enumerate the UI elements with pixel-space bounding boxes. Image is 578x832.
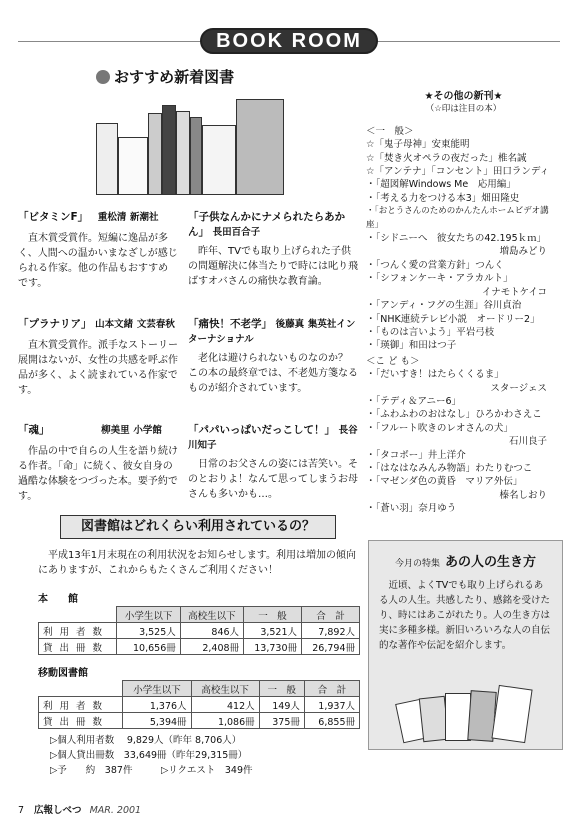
list-item: ・「マゼンダ色の黄昏 マリア外伝」 [366,476,523,488]
usage-extras [50,733,253,778]
column-header [39,681,123,697]
table-cell: 10,656冊 [117,639,180,655]
magazine-name: 広報しべつ [34,805,82,816]
general-list [366,138,561,353]
book-title: 「パパいっぱいだっこして！」 [188,424,335,436]
review-body: 作品の中で自らの人生を語り続ける作者。「命」に続く、彼女自身の過酷な体験をつづった本。要予約です。 [18,446,178,502]
book-author: 後藤真 [275,319,305,330]
page-number: 7 [18,805,25,816]
sidebar-heading: ★その他の新刊★ [424,91,503,102]
list-item: ・「タコボー」井上洋介 [366,449,466,461]
list-item: ☆「焚き火オペラの夜だった」椎名誠 [366,152,527,164]
row-label: 貸 出 冊 数 [39,713,123,729]
column-header: 合 計 [302,607,360,623]
review-item [18,423,178,504]
list-item: 増島みどり [499,246,547,258]
column-header: 高校生以下 [191,681,259,697]
book-title: 「子供なんかにナメられたらあかん」 [188,211,346,238]
book-spine [148,113,162,195]
book-publisher: 集英社インターナショナル [188,319,356,345]
book-author: 柳美里 [101,425,130,436]
table-cell: 1,376人 [123,697,191,713]
table-row [39,697,360,713]
book-author: 重松清 [97,212,127,223]
column-header: 一 般 [259,681,304,697]
feature-body: 近頃、よくTVでも取り上げられるある人の人生。共感したり、感銘を受けたり、時にはあこがれたり。人の生き方は実に多種多様。新旧いろいろな人の自伝的な著作や伝記を紹介します。 [379,580,551,651]
feature-heading [369,551,562,570]
book-spine [190,117,202,195]
book-title: 「魂」 [18,424,50,436]
feature-title: あの人の生き方 [445,555,537,570]
column-header: 高校生以下 [180,607,243,623]
list-item: ・「つんく愛の営業方針」つんく [366,259,504,271]
book-author: 長田百合子 [212,227,261,238]
column-header: 合 計 [304,681,359,697]
table-cell: 375冊 [259,713,304,729]
book-spine [176,111,190,195]
list-item: ・「シフォンケーキ・アラカルト」 [366,273,513,285]
review-body: 昨年、TVでも取り上げられた子供の問題解決に体当たりで時には叱り飛ばすオバさんの痛快な教育論。 [188,246,358,287]
list-item: 石川良子 [508,436,547,448]
list-item: イナモトケイコ [481,286,547,298]
extra-stat: ▷予 約 387件 ▷リクエスト 349件 [50,765,253,776]
table-cell: 5,394冊 [123,713,191,729]
extra-stat: ▷個人利用者数 9,829人（昨年 8,706人） [50,735,242,746]
list-item: スタージェス [490,382,547,394]
list-item: 榛名しおり [499,489,547,501]
usage-heading: 図書館はどれくらい利用されているの？ [60,515,336,539]
pin-icon [96,70,110,84]
table-cell: 1,086冊 [191,713,259,729]
table-cell: 149人 [259,697,304,713]
book-publisher: 新潮社 [130,212,159,223]
column-header [39,607,117,623]
list-item: ☆「アンテナ」「コンセント」田口ランディ [366,166,550,178]
review-item [188,423,358,502]
feature-books-photo [399,685,539,741]
page-title: BOOK ROOM [200,28,378,54]
book-title: 「ビタミンF」 [18,211,89,223]
table-row [39,713,360,729]
list-item: ☆「鬼子母神」安東能明 [366,139,470,151]
book-title: 「痛快！不老学」 [188,318,272,330]
list-item: ・「はなはなみんみ物語」わたりむつこ [366,462,533,474]
row-label: 利 用 者 数 [39,623,117,639]
mobile-library-table [38,680,360,729]
book-author: 長谷川知子 [188,425,358,451]
section-heading [96,66,276,88]
issue-date: MAR. 2001 [89,805,142,816]
other-new-books [366,90,561,516]
row-label: 貸 出 冊 数 [39,639,117,655]
table-cell: 3,521人 [244,623,302,639]
list-item: ・「おとうさんのためのかんたんホームビデオ講座」 [366,206,549,230]
feature-prefix: 今月の特集 [394,559,440,569]
sidebar-note: （☆印は注目の本） [425,104,502,115]
book-author: 山本文緒 [95,319,134,330]
list-item: ・「アンディ・フグの生涯」谷川貞治 [366,300,522,312]
review-body: 老化は避けられないものなのか？ この本の最終章では、不老処方箋なるものが紹介されています。 [188,353,358,394]
table-row [39,639,360,655]
column-header: 一 般 [244,607,302,623]
list-item: ・「瑛御」和田はつ子 [366,340,457,352]
table-header [39,681,360,697]
column-header: 小学生以下 [117,607,180,623]
section-heading-text: おすすめ新着図書 [114,68,235,86]
list-item: ・「NHK連続テレビ小説 オードリー2」 [366,313,540,325]
list-item: ・「蒼い羽」奈月ゆう [366,503,457,515]
new-books-photo [96,95,284,195]
mobile-library-label: 移動図書館 [38,668,88,679]
column-header: 小学生以下 [123,681,191,697]
review-body: 直木賞受賞作。派手なストーリー展開はないが、女性の共感を呼ぶ作品が多く、よく読まれている作家です。 [18,340,178,396]
review-item [188,210,358,289]
list-item: ・「超図解Windows Me 応用編」 [366,179,516,191]
table-cell: 7,892人 [302,623,360,639]
book-title: 「プラナリア」 [18,318,92,330]
list-item: ・「シドニーへ 彼女たちの42.195ｋｍ」 [366,233,547,245]
table-row [39,623,360,639]
extra-stat: ▷個人貸出冊数 33,649冊（昨年29,315冊） [50,750,248,761]
main-library-table [38,606,360,655]
main-library-label: 本 館 [38,594,78,605]
list-item: ・「テディ＆アニー6」 [366,395,462,407]
table-cell: 412人 [191,697,259,713]
table-cell: 1,937人 [304,697,359,713]
review-item [188,317,358,396]
list-item: ・「だいすき！はたらくくるま」 [366,369,504,381]
book-publisher: 文芸春秋 [136,319,175,330]
table-cell: 6,855冊 [304,713,359,729]
feature-box [368,540,563,750]
review-item [18,317,178,398]
table-cell: 13,730冊 [244,639,302,655]
table-cell: 846人 [180,623,243,639]
table-header [39,607,360,623]
list-item: ・「考える力をつける本3」畑田隆史 [366,192,520,204]
row-label: 利 用 者 数 [39,697,123,713]
table-cell: 3,525人 [117,623,180,639]
table-cell: 26,794冊 [302,639,360,655]
page-footer [18,802,141,816]
book-cover [118,137,148,195]
review-item [18,210,178,291]
usage-intro: 平成13年1月末現在の利用状況をお知らせします。利用は増加の傾向にありますが、これからもたくさんご利用ください！ [38,550,356,576]
book-spine [96,123,118,195]
book-cover [491,685,532,743]
book-spine [162,105,176,195]
category-label: ＜一 般＞ [366,125,414,137]
review-body: 直木賞受賞作。短編に逸品が多く、人間への温かいまなざしが感じられる作家。他の作品もおすすめです。 [18,233,178,289]
book-cover [236,99,284,195]
list-item: ・「ふわふわのおはなし」ひろかわさえこ [366,409,542,421]
category-label: ＜こ ど も＞ [366,355,420,367]
list-item: ・「フルート吹きのレオさんの犬」 [366,422,513,434]
list-item: ・「ものは言いよう」平岩弓枝 [366,326,495,338]
table-cell: 2,408冊 [180,639,243,655]
children-list [366,368,561,515]
book-publisher: 小学館 [133,425,162,436]
book-cover [202,125,236,195]
review-body: 日常のお父さんの姿には苦笑い。そのとおりよ！なんて思ってしまうお母さんも多いかも…。 [188,459,358,500]
